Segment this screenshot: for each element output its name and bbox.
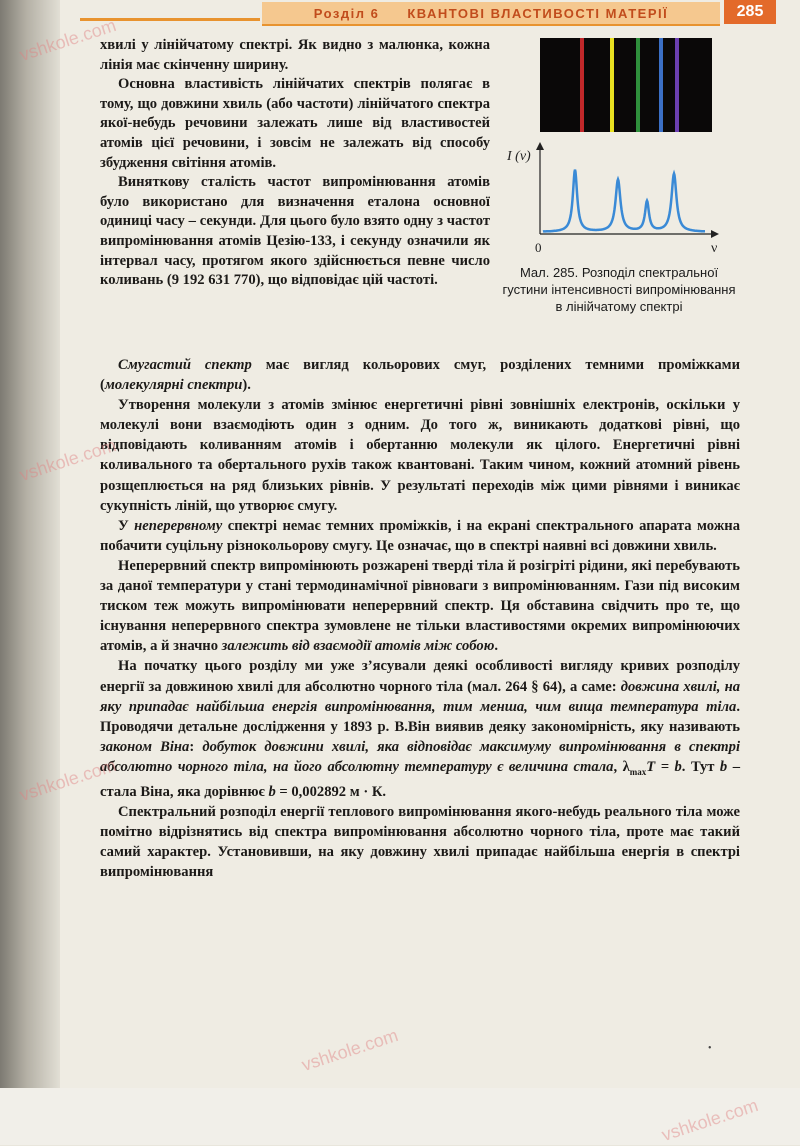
spectrum-line-green xyxy=(636,38,640,132)
watermark: vshkole.com xyxy=(17,755,119,805)
watermark: vshkole.com xyxy=(299,1025,401,1075)
running-header xyxy=(262,2,720,26)
spectrum-line-yellow xyxy=(610,38,614,132)
paragraph: хвилі у лінійчатому спектрі. Як видно з малюнка, кожна лінія має скінченну ширину. xyxy=(100,37,490,73)
spectrum-line-red xyxy=(580,38,584,132)
page-gutter-shadow xyxy=(0,0,60,1145)
emphasis: залежить від взаємодії атомів між собою xyxy=(221,638,495,655)
term: законом Віна xyxy=(100,738,190,755)
watermark: vshkole.com xyxy=(659,1095,761,1145)
formula: $\lambda_{max}T = b$ xyxy=(622,758,682,777)
paragraph: Основна властивість лінійчатих спектрів полягає в тому, що довжини хвиль (або частоти) лінійчатого спектра якої-небудь речовини залежать лише від властивостей атомів цієї речовини, і зовсім не залежать від способу збудження світіння атомів. xyxy=(100,76,490,171)
term: Смугастий спектр xyxy=(118,357,252,373)
chapter-title: КВАНТОВІ ВЛАСТИВОСТІ МАТЕРІЇ xyxy=(407,5,669,21)
spectrum-line-violet xyxy=(675,38,679,132)
axis-origin: 0 xyxy=(535,240,542,255)
intensity-curve xyxy=(543,170,705,232)
page-number: 285 xyxy=(724,0,776,24)
section-label: Розділ 6 xyxy=(313,5,380,21)
term: молекулярні спектри xyxy=(104,377,243,394)
paragraph: Спектральний розподіл енергії теплового випромінювання якого-небудь реального тіла може помітно відрізнятись від спектра випромінювання абсолютно чорного тіла, проте має такий самий характер. Установивши, на яку довжину хвилі припадає найбільша енергія в спектрі випромінювання xyxy=(100,803,740,881)
text-column xyxy=(100,36,490,291)
paragraph: Неперервний спектр випромінюють розжарені тверді тіла й розігріті рідини, які перебувають за даної температури у стані термодинамічної рівноваги з випромінюванням. Гази під високим тиском теж можуть випромінювати неперервний спектр. Ця обставина свідчить про те, що існування неперервного спектра зумовлене не тільки властивостями окремих випромінюючих атомів, а й значно залежить від взаємодії атомів між собою. xyxy=(100,557,740,655)
emphasis: довжина хвилі, на яку припадає найбільша енергія випромінювання, тим менша, чим вища температура тіла xyxy=(100,678,740,715)
intensity-plot xyxy=(505,140,735,258)
text-body xyxy=(100,355,740,882)
paragraph: У неперервному спектрі немає темних проміжків, і на екрані спектрального апарата можна побачити суцільну різнокольорову смугу. Це означає, що в спектрі наявні всі довжини хвиль. xyxy=(100,517,741,554)
y-axis-label: I (ν) xyxy=(507,149,531,164)
spectrum-line-blue xyxy=(659,38,663,132)
figure-caption: Мал. 285. Розподіл спектральної густини інтенсивності випромінювання в лінійчатому спектрі xyxy=(502,265,736,314)
watermark: vshkole.com xyxy=(17,15,119,65)
header-rule xyxy=(80,18,260,21)
paragraph: Виняткову сталість частот випромінювання атомів було використано для визначення еталона основної одиниці часу – секунди. Для цього було взято одну з частот випромінювання атомів Цезію-133, і секунду означили як інтервал часу, протягом якого здійснюється певне число коливань (9 192 631 770), що відповідає цій частоті. xyxy=(100,174,490,289)
term: неперервному xyxy=(134,517,223,534)
paragraph: На початку цього розділу ми уже з’ясували деякі особливості вигляду кривих розподілу енергії за довжиною хвилі для абсолютно чорного тіла (мал. 264 § 64), а саме: довжина хвилі, на яку припадає найбільша енергія випромінювання, тим менша, чим вища температура тіла. Проводячи детальне дослідження у 1893 р. В.Він виявив деяку закономірність, яку називають законом Віна: добуток довжини хвилі, яка відповідає максимуму випромінювання в спектрі абсолютно чорного тіла, на його абсолютну температуру є величина стала, $\lambda_{max}T = b$. Тут b – стала Віна, яка дорівнює b = 0,002892 м · К. xyxy=(100,658,740,800)
page-mark: • xyxy=(708,1043,712,1054)
paragraph: Утворення молекули з атомів змінює енергетичні рівні зовнішніх електронів, оскільки у молекулі вони взаємодіють один з одним. До того ж, виникають додаткові рівні, що відповідають коливанням атомів і обертанню молекули як цілого. Енергетичні рівні коливального та обертального рухів також квантовані. Таким чином, кожний атомний рівень розщеплюється на ряд близьких рівнів. У результаті переходів між цими рівнями і виникає сукупність ліній, що утворює смугу. xyxy=(100,397,740,514)
x-axis-label: ν xyxy=(711,241,718,256)
emphasis: добуток довжини хвилі, яка відповідає максимуму випромінювання в спектрі абсолютно чорного тіла, на його абсолютну температуру є величина стала xyxy=(100,738,740,775)
bottom-margin xyxy=(0,1088,800,1145)
x-axis-arrow xyxy=(711,230,719,238)
watermark: vshkole.com xyxy=(17,435,119,485)
line-spectrum-image xyxy=(540,38,712,132)
paragraph: Смугастий спектр має вигляд кольорових смуг, розділених темними проміжками (молекулярні спектри). xyxy=(100,357,740,394)
y-axis-arrow xyxy=(536,142,544,150)
